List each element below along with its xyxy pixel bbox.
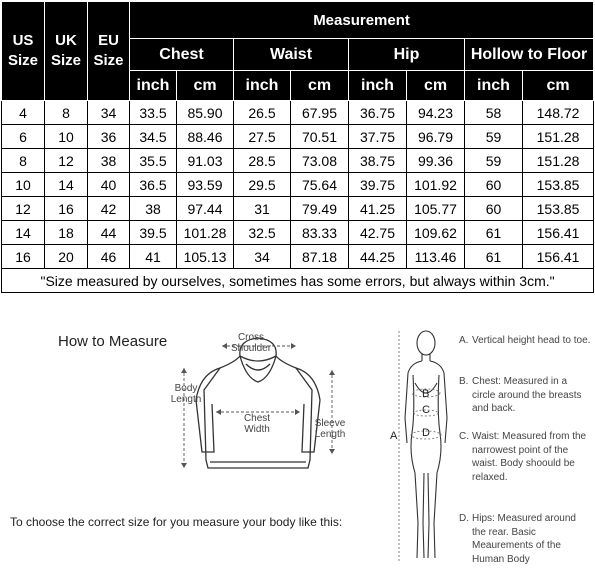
table-cell: 109.62 [407,221,465,245]
table-cell: 153.85 [523,197,594,221]
table-cell: 36.5 [130,173,177,197]
unit-header: inch [130,71,177,101]
table-cell: 37.75 [349,125,407,149]
table-cell: 93.59 [177,173,234,197]
table-cell: 153.85 [523,173,594,197]
table-cell: 42 [88,197,130,221]
sleeve-length-label: Sleeve Length [314,418,346,440]
table-cell: 79.49 [291,197,349,221]
table-cell: 10 [45,125,88,149]
table-cell: 61 [465,221,523,245]
table-cell: 156.41 [523,221,594,245]
table-cell: 18 [45,221,88,245]
measurement-header: Measurement [130,2,594,39]
unit-header: cm [291,71,349,101]
table-row [2,245,594,269]
choose-size-text: To choose the correct size for you measure your body like this: [10,515,343,529]
table-cell: 67.95 [291,101,349,125]
chest-width-label: Chest Width [239,413,275,435]
how-to-measure-title: How to Measure [58,333,168,350]
table-cell: 44 [88,221,130,245]
table-cell: 151.28 [523,149,594,173]
table-cell: 40 [88,173,130,197]
table-row [2,173,594,197]
table-cell: 34 [88,101,130,125]
table-cell: 38 [130,197,177,221]
table-cell: 36 [88,125,130,149]
table-row [2,125,594,149]
table-cell: 28.5 [234,149,291,173]
unit-header: cm [177,71,234,101]
table-cell: 156.41 [523,245,594,269]
table-cell: 83.33 [291,221,349,245]
table-cell: 4 [2,101,45,125]
note-text: Chest: Measured in a circle around the breasts and back. [472,376,582,414]
table-cell: 73.08 [291,149,349,173]
table-cell: 20 [45,245,88,269]
unit-header: cm [407,71,465,101]
table-cell: 35.5 [130,149,177,173]
table-cell: 70.51 [291,125,349,149]
table-cell: 39.5 [130,221,177,245]
table-cell: 29.5 [234,173,291,197]
eu-size-header: EU Size [88,2,130,101]
unit-header: inch [465,71,523,101]
table-cell: 8 [2,149,45,173]
table-cell: 12 [45,149,88,173]
table-cell: 33.5 [130,101,177,125]
note-a [459,334,592,348]
table-cell: 59 [465,149,523,173]
table-cell: 101.28 [177,221,234,245]
uk-size-header: UK Size [45,2,88,101]
table-cell: 41 [130,245,177,269]
table-cell: 27.5 [234,125,291,149]
unit-header: inch [234,71,291,101]
note-b [459,375,592,416]
table-cell: 36.75 [349,101,407,125]
table-cell: 97.44 [177,197,234,221]
table-row [2,221,594,245]
table-cell: 59 [465,125,523,149]
chest-header: Chest [130,39,234,71]
note-text: Hips: Measured around the rear. Basic Meaurements of the Human Body [472,513,576,565]
note-key: B. [459,376,469,387]
table-cell: 58 [465,101,523,125]
table-cell: 31 [234,197,291,221]
size-table-body [2,101,594,269]
table-cell: 113.46 [407,245,465,269]
table-cell: 151.28 [523,125,594,149]
table-cell: 148.72 [523,101,594,125]
table-row [2,149,594,173]
table-cell: 26.5 [234,101,291,125]
table-cell: 60 [465,173,523,197]
body-length-label: Body Length [170,383,202,405]
table-cell: 88.46 [177,125,234,149]
table-cell: 39.75 [349,173,407,197]
note-key: C. [459,431,469,442]
body-figure [395,323,455,568]
table-cell: 32.5 [234,221,291,245]
table-cell: 16 [45,197,88,221]
table-cell: 44.25 [349,245,407,269]
table-cell: 10 [2,173,45,197]
note-text: Waist: Measured from the narrowest point of the waist. Body shoould be relaxed. [472,431,587,483]
body-letter-b: B [422,388,430,400]
cross-shoulder-label: Cross Shoulder [231,332,272,354]
note-c [459,430,592,484]
table-cell: 14 [2,221,45,245]
hip-header: Hip [349,39,465,71]
jacket-left-sleeve [196,368,220,452]
table-cell: 91.03 [177,149,234,173]
table-cell: 75.64 [291,173,349,197]
table-row [2,101,594,125]
note-key: D. [459,513,469,524]
unit-header: inch [349,71,407,101]
table-cell: 96.79 [407,125,465,149]
waist-header: Waist [234,39,349,71]
table-cell: 42.75 [349,221,407,245]
table-cell: 105.77 [407,197,465,221]
table-cell: 38.75 [349,149,407,173]
table-cell: 8 [45,101,88,125]
note-key: A. [459,335,469,346]
table-cell: 41.25 [349,197,407,221]
us-size-header: US Size [2,2,45,101]
table-cell: 34 [234,245,291,269]
table-cell: 16 [2,245,45,269]
body-letter-c: C [422,404,430,416]
table-cell: 61 [465,245,523,269]
note-d [459,512,592,566]
table-cell: 38 [88,149,130,173]
unit-header: cm [523,71,594,101]
table-row [2,197,594,221]
body-letter-d: D [422,427,430,439]
table-cell: 87.18 [291,245,349,269]
table-cell: 101.92 [407,173,465,197]
table-cell: 105.13 [177,245,234,269]
table-cell: 94.23 [407,101,465,125]
table-cell: 85.90 [177,101,234,125]
table-cell: 12 [2,197,45,221]
body-letter-a: A [390,430,398,442]
table-cell: 60 [465,197,523,221]
table-cell: 99.36 [407,149,465,173]
hollow-to-floor-header: Hollow to Floor [465,39,594,71]
note-text: Vertical height head to toe. [472,335,591,346]
table-cell: 46 [88,245,130,269]
size-chart-table [1,1,594,293]
table-cell: 14 [45,173,88,197]
table-cell: 6 [2,125,45,149]
table-cell: 34.5 [130,125,177,149]
size-note: "Size measured by ourselves, sometimes has some errors, but always within 3cm." [2,269,594,293]
